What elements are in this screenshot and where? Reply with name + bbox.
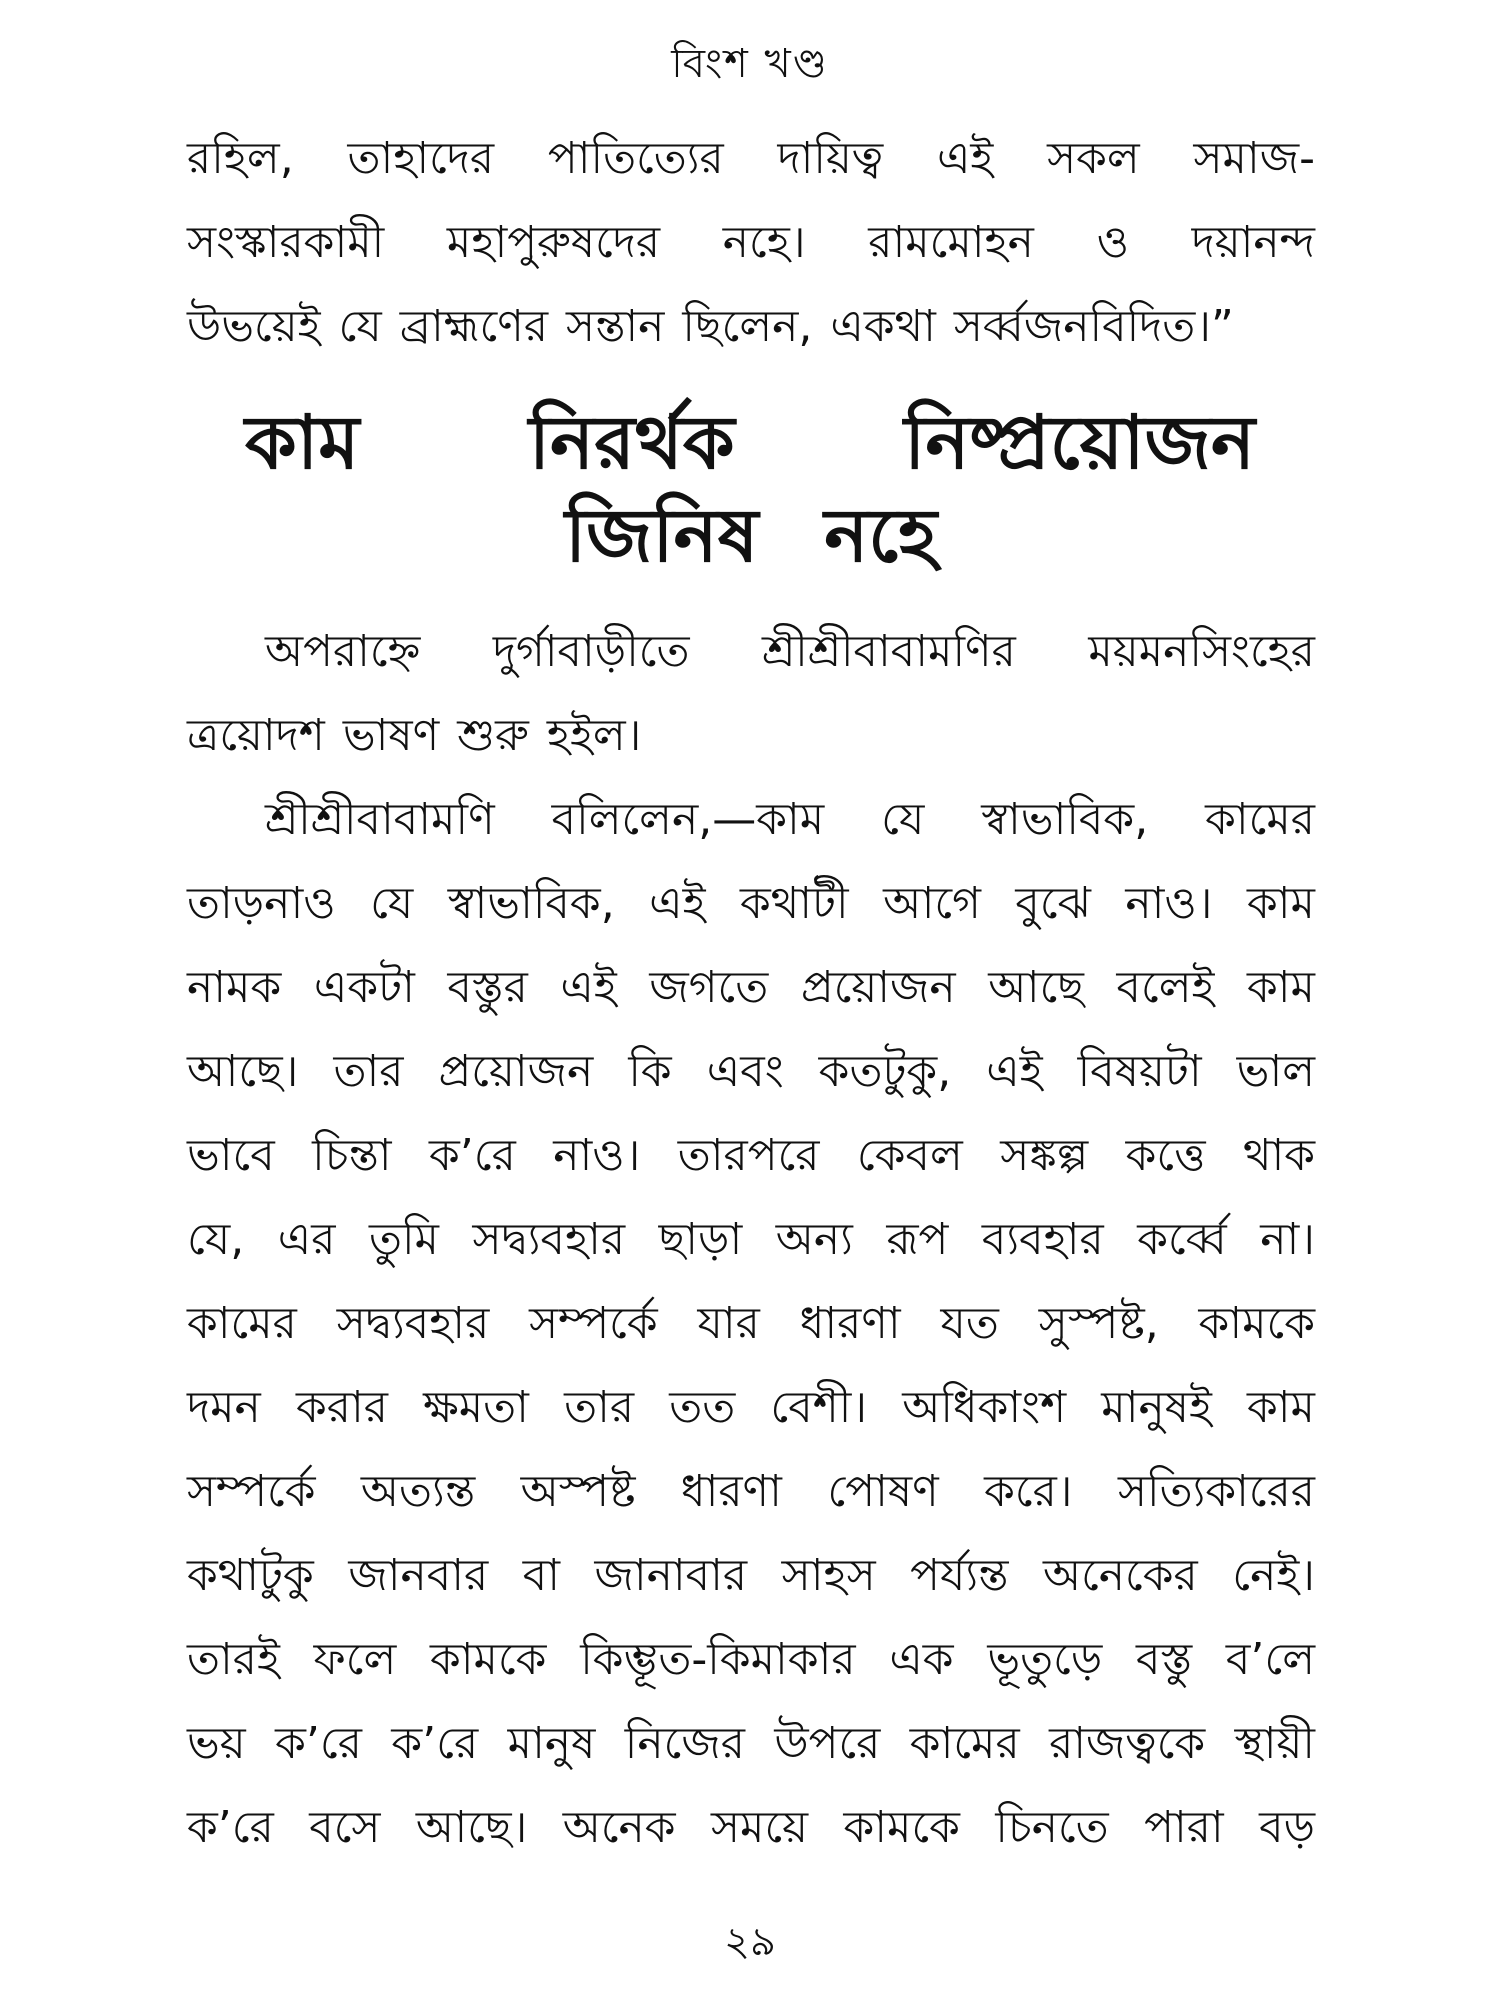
text-line: ভয় ক’রে ক’রে মানুষ নিজের উপরে কামের রাজত্বকে স্থায়ী [187, 1718, 1315, 1769]
text-line: কথাটুকু জানবার বা জানাবার সাহস পর্য্যন্ত অনেকের নেই। [187, 1550, 1315, 1601]
text-line: উভয়েই যে ব্রাহ্মণের সন্তান ছিলেন, একথা সর্ব্বজনবিদিত।” [187, 301, 1234, 352]
running-header: বিংশ খণ্ড [671, 41, 829, 87]
text-line: তারই ফলে কামকে কিম্ভূত-কিমাকার এক ভূতুড়ে বস্তু ব’লে [187, 1634, 1315, 1685]
text-line: আছে। তার প্রয়োজন কি এবং কতটুকু, এই বিষয়টা ভাল [187, 1046, 1315, 1097]
text-line: সংস্কারকামী মহাপুরুষদের নহে। রামমোহন ও দয়ানন্দ [187, 217, 1315, 268]
text-line: ত্রয়োদশ ভাষণ শুরু হইল। [187, 710, 642, 761]
text-line: নামক একটা বস্তুর এই জগতে প্রয়োজন আছে বলেই কাম [187, 962, 1315, 1013]
section-heading-line-2: জিনিষ নহে [564, 493, 938, 579]
text-line: যে, এর তুমি সদ্ব্যবহার ছাড়া অন্য রূপ ব্যবহার কর্ব্বে না। [187, 1214, 1315, 1265]
text-line: রহিল, তাহাদের পাতিত্যের দায়িত্ব এই সকল সমাজ- [187, 133, 1315, 184]
text-line: ক’রে বসে আছে। অনেক সময়ে কামকে চিনতে পারা বড় [187, 1802, 1315, 1853]
page-number: ২৯ [724, 1919, 776, 1965]
text-line: কামের সদ্ব্যবহার সম্পর্কে যার ধারণা যত সুস্পষ্ট, কামকে [187, 1298, 1315, 1349]
text-line: তাড়নাও যে স্বাভাবিক, এই কথাটী আগে বুঝে নাও। কাম [187, 878, 1315, 929]
text-line: ভাবে চিন্তা ক’রে নাও। তারপরে কেবল সঙ্কল্প কত্তে থাক [187, 1130, 1315, 1181]
text-line: দমন করার ক্ষমতা তার তত বেশী। অধিকাংশ মানুষই কাম [187, 1382, 1315, 1433]
text-line: অপরাহ্নে দুর্গাবাড়ীতে শ্রীশ্রীবাবামণির ময়মনসিংহের [265, 626, 1315, 677]
text-line: শ্রীশ্রীবাবামণি বলিলেন,—কাম যে স্বাভাবিক, কামের [265, 794, 1315, 845]
section-heading-line-1: কাম নিরর্থক নিষ্প্রয়োজন [245, 400, 1255, 486]
text-line: সম্পর্কে অত্যন্ত অস্পষ্ট ধারণা পোষণ করে। সত্যিকারের [187, 1466, 1315, 1517]
